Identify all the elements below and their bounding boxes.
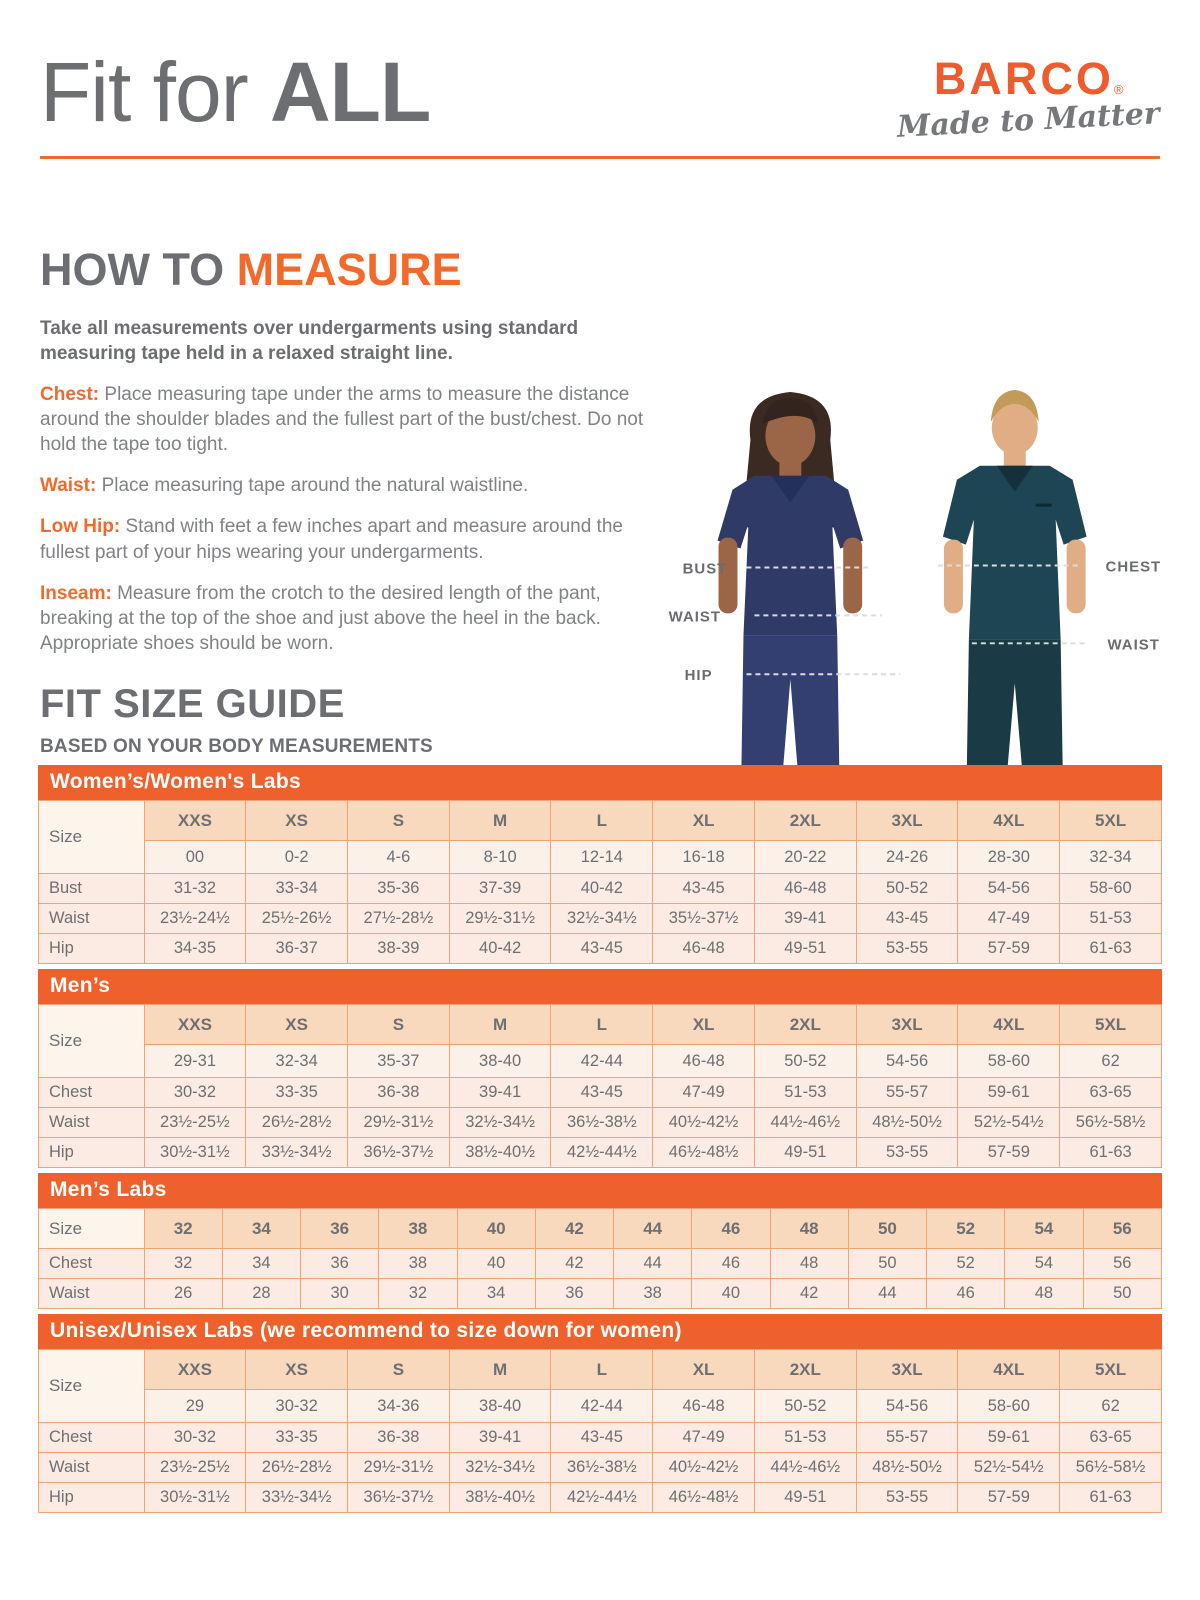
row-label-waist: Waist: [39, 1279, 145, 1309]
size-grid-unisex: [38, 1349, 1162, 1513]
measure-item-inseam-label: Inseam:: [40, 582, 112, 604]
size-corner-label: Size: [39, 1350, 145, 1423]
measurement-cell: 50: [1083, 1279, 1161, 1309]
measurement-cell: 47-49: [958, 904, 1060, 934]
size-number-cell: 8-10: [449, 841, 551, 874]
measurement-cell: 44½-46½: [754, 1453, 856, 1483]
row-label-waist: Waist: [39, 1108, 145, 1138]
barco-logo: [897, 53, 1160, 104]
measurement-cell: 53-55: [856, 1483, 958, 1513]
size-head-cell: 48: [770, 1209, 848, 1249]
measurement-cell: 38: [614, 1279, 692, 1309]
measurement-cell: 32½-34½: [449, 1108, 551, 1138]
table-title-womens: Women’s/Women's Labs: [38, 765, 1162, 800]
measure-item-lowhip-text: Stand with feet a few inches apart and measure around the fullest part of your hips wearing your undergarments.: [40, 516, 623, 563]
size-head-cell: XS: [246, 1350, 348, 1390]
size-number-cell: 38-40: [449, 1390, 551, 1423]
measurement-cell: 61-63: [1060, 934, 1162, 964]
size-head-cell: 5XL: [1060, 801, 1162, 841]
size-number-cell: 28-30: [958, 841, 1060, 874]
measurement-cell: 26: [144, 1279, 222, 1309]
table-title-unisex: Unisex/Unisex Labs (we recommend to size down for women): [38, 1314, 1162, 1349]
size-number-cell: 32-34: [1060, 841, 1162, 874]
measurement-row: [39, 1138, 1162, 1168]
measurement-cell: 59-61: [958, 1078, 1060, 1108]
size-head-cell: 3XL: [856, 1350, 958, 1390]
size-number-row: [39, 1390, 1162, 1423]
measurement-cell: 29½-31½: [348, 1453, 450, 1483]
fit-size-guide-subtitle: BASED ON YOUR BODY MEASUREMENTS: [40, 736, 433, 757]
size-head-cell: XXS: [144, 1005, 246, 1045]
row-label-chest: Chest: [39, 1423, 145, 1453]
size-head-cell: XL: [653, 1005, 755, 1045]
measurement-cell: 29½-31½: [449, 904, 551, 934]
size-head-cell: 2XL: [754, 801, 856, 841]
measurement-row: [39, 1108, 1162, 1138]
size-number-cell: 4-6: [348, 841, 450, 874]
measurement-cell: 53-55: [856, 934, 958, 964]
how-to-measure-section: [40, 244, 648, 656]
models-illustration: [650, 378, 1200, 765]
measurement-cell: 38½-40½: [449, 1138, 551, 1168]
size-number-cell: 46-48: [653, 1045, 755, 1078]
measurement-cell: 30½-31½: [144, 1483, 246, 1513]
heading-orange-part: MEASURE: [236, 244, 462, 295]
measurement-cell: 32½-34½: [449, 1453, 551, 1483]
measurement-cell: 43-45: [551, 1078, 653, 1108]
measurement-cell: 63-65: [1060, 1078, 1162, 1108]
measurement-cell: 43-45: [653, 874, 755, 904]
measurement-cell: 57-59: [958, 934, 1060, 964]
measure-item-chest-text: Place measuring tape under the arms to measure the distance around the shoulder blades and the fullest part of the bust/chest. Do not hold the tape too tight.: [40, 384, 644, 456]
measurement-cell: 34: [457, 1279, 535, 1309]
size-number-cell: 32-34: [246, 1045, 348, 1078]
measurement-cell: 48: [770, 1249, 848, 1279]
size-number-cell: 29-31: [144, 1045, 246, 1078]
measurement-cell: 40-42: [551, 874, 653, 904]
measurement-cell: 27½-28½: [348, 904, 450, 934]
waist-label-right: WAIST: [1107, 636, 1160, 654]
size-number-cell: 54-56: [856, 1390, 958, 1423]
header-divider: [40, 156, 1160, 159]
measurement-cell: 39-41: [449, 1078, 551, 1108]
row-label-hip: Hip: [39, 1138, 145, 1168]
size-number-cell: 50-52: [754, 1045, 856, 1078]
registered-mark: ®: [1113, 82, 1124, 97]
size-head-cell: 42: [535, 1209, 613, 1249]
measurement-cell: 36-38: [348, 1423, 450, 1453]
size-number-cell: 58-60: [958, 1045, 1060, 1078]
size-corner-label: Size: [39, 1209, 145, 1249]
measurement-cell: 50-52: [856, 874, 958, 904]
size-head-cell: 50: [848, 1209, 926, 1249]
measurement-cell: 51-53: [1060, 904, 1162, 934]
size-number-row: [39, 841, 1162, 874]
measurement-cell: 28: [222, 1279, 300, 1309]
measurement-cell: 63-65: [1060, 1423, 1162, 1453]
measurement-cell: 52: [927, 1249, 1005, 1279]
measurement-cell: 55-57: [856, 1078, 958, 1108]
brand-tagline: Made to Matter: [896, 96, 1161, 145]
bust-label: BUST: [682, 560, 728, 578]
measurement-row: [39, 1249, 1162, 1279]
measurement-cell: 32½-34½: [551, 904, 653, 934]
measurement-cell: 40: [692, 1279, 770, 1309]
measure-item-inseam-text: Measure from the crotch to the desired length of the pant, breaking at the top of the shoe and just above the heel in the back. Appropriate shoes should be worn.: [40, 582, 601, 654]
measurement-cell: 29½-31½: [348, 1108, 450, 1138]
size-header-row: [39, 1350, 1162, 1390]
measurement-cell: 48½-50½: [856, 1108, 958, 1138]
measurement-cell: 56: [1083, 1249, 1161, 1279]
size-number-cell: 42-44: [551, 1045, 653, 1078]
measurement-cell: 40-42: [449, 934, 551, 964]
measurement-cell: 51-53: [754, 1423, 856, 1453]
size-table-womens: [38, 765, 1162, 964]
size-number-row: [39, 1045, 1162, 1078]
size-head-cell: S: [348, 1350, 450, 1390]
size-head-cell: XXS: [144, 1350, 246, 1390]
measurement-cell: 39-41: [449, 1423, 551, 1453]
size-head-cell: XS: [246, 801, 348, 841]
measurement-cell: 23½-25½: [144, 1108, 246, 1138]
measure-item-inseam: [40, 581, 648, 656]
fit-size-guide-header: [40, 682, 433, 758]
barco-logo-text: BARCO: [933, 53, 1114, 104]
measure-item-waist: [40, 473, 648, 498]
woman-model: [718, 392, 864, 765]
measurement-row: [39, 1279, 1162, 1309]
measurement-cell: 46-48: [754, 874, 856, 904]
measurement-cell: 42½-44½: [551, 1138, 653, 1168]
measurement-cell: 40½-42½: [653, 1108, 755, 1138]
measurement-cell: 44: [848, 1279, 926, 1309]
brand-block: [896, 53, 1161, 145]
size-head-cell: 34: [222, 1209, 300, 1249]
size-head-cell: 32: [144, 1209, 222, 1249]
size-head-cell: 3XL: [856, 801, 958, 841]
measurement-row: [39, 904, 1162, 934]
size-number-cell: 54-56: [856, 1045, 958, 1078]
size-head-cell: 56: [1083, 1209, 1161, 1249]
measurement-cell: 32: [379, 1279, 457, 1309]
size-header-row: [39, 1209, 1162, 1249]
measurement-cell: 54: [1005, 1249, 1083, 1279]
measurement-cell: 56½-58½: [1060, 1453, 1162, 1483]
measurement-cell: 33-35: [246, 1078, 348, 1108]
measurement-cell: 36½-38½: [551, 1453, 653, 1483]
size-table-mens: [38, 969, 1162, 1168]
measurement-cell: 52½-54½: [958, 1108, 1060, 1138]
size-number-cell: 42-44: [551, 1390, 653, 1423]
measure-item-lowhip-label: Low Hip:: [40, 516, 121, 538]
size-head-cell: L: [551, 1005, 653, 1045]
measurement-cell: 49-51: [754, 1483, 856, 1513]
measurement-cell: 25½-26½: [246, 904, 348, 934]
chest-label: CHEST: [1105, 558, 1162, 576]
measurement-cell: 46: [927, 1279, 1005, 1309]
size-head-cell: 54: [1005, 1209, 1083, 1249]
row-label-chest: Chest: [39, 1078, 145, 1108]
measurement-cell: 30: [301, 1279, 379, 1309]
measurement-cell: 36-38: [348, 1078, 450, 1108]
measurement-cell: 42: [770, 1279, 848, 1309]
size-head-cell: L: [551, 801, 653, 841]
size-head-cell: 2XL: [754, 1350, 856, 1390]
size-table-unisex: [38, 1314, 1162, 1513]
measurement-cell: 40½-42½: [653, 1453, 755, 1483]
size-head-cell: 4XL: [958, 1005, 1060, 1045]
measurement-cell: 30-32: [144, 1423, 246, 1453]
measurement-cell: 36: [535, 1279, 613, 1309]
measurement-cell: 34-35: [144, 934, 246, 964]
measurement-cell: 33-35: [246, 1423, 348, 1453]
size-head-cell: M: [449, 801, 551, 841]
measurement-cell: 53-55: [856, 1138, 958, 1168]
waist-label-left: WAIST: [668, 608, 722, 626]
measurement-cell: 61-63: [1060, 1483, 1162, 1513]
measure-intro: Take all measurements over undergarments using standard measuring tape held in a relaxed straight line.: [40, 318, 579, 365]
size-corner-label: Size: [39, 1005, 145, 1078]
size-number-cell: 38-40: [449, 1045, 551, 1078]
measurement-cell: 33½-34½: [246, 1138, 348, 1168]
size-head-cell: 4XL: [958, 801, 1060, 841]
size-number-cell: 30-32: [246, 1390, 348, 1423]
measurement-cell: 44: [614, 1249, 692, 1279]
measurement-cell: 55-57: [856, 1423, 958, 1453]
measurement-cell: 38: [379, 1249, 457, 1279]
row-label-bust: Bust: [39, 874, 145, 904]
size-head-cell: 4XL: [958, 1350, 1060, 1390]
measurement-row: [39, 874, 1162, 904]
measure-item-waist-text: Place measuring tape around the natural waistline.: [96, 475, 529, 497]
size-corner-label: Size: [39, 801, 145, 874]
measurement-cell: 56½-58½: [1060, 1108, 1162, 1138]
size-head-cell: 40: [457, 1209, 535, 1249]
measurement-cell: 48: [1005, 1279, 1083, 1309]
page-title-light: Fit for: [40, 45, 271, 139]
measurement-row: [39, 1078, 1162, 1108]
measurement-cell: 42: [535, 1249, 613, 1279]
measurement-cell: 52½-54½: [958, 1453, 1060, 1483]
measurement-cell: 48½-50½: [856, 1453, 958, 1483]
size-number-cell: 0-2: [246, 841, 348, 874]
measurement-cell: 23½-25½: [144, 1453, 246, 1483]
measurement-cell: 39-41: [754, 904, 856, 934]
measurement-cell: 47-49: [653, 1078, 755, 1108]
measurement-cell: 32: [144, 1249, 222, 1279]
size-head-cell: 36: [301, 1209, 379, 1249]
measurement-cell: 36½-38½: [551, 1108, 653, 1138]
size-head-cell: L: [551, 1350, 653, 1390]
page-title-heavy: ALL: [270, 45, 431, 139]
measurement-cell: 33½-34½: [246, 1483, 348, 1513]
size-head-cell: S: [348, 801, 450, 841]
measurement-cell: 43-45: [856, 904, 958, 934]
measurement-cell: 38-39: [348, 934, 450, 964]
size-grid-mens: [38, 1004, 1162, 1168]
measure-item-lowhip: [40, 514, 648, 564]
size-head-cell: 46: [692, 1209, 770, 1249]
measurement-cell: 36-37: [246, 934, 348, 964]
measurement-cell: 36: [301, 1249, 379, 1279]
size-head-cell: 38: [379, 1209, 457, 1249]
measurement-cell: 54-56: [958, 874, 1060, 904]
size-header-row: [39, 1005, 1162, 1045]
size-head-cell: XL: [653, 1350, 755, 1390]
measurement-cell: 33-34: [246, 874, 348, 904]
models-photo: [650, 378, 1200, 765]
measurement-cell: 35½-37½: [653, 904, 755, 934]
measurement-cell: 34: [222, 1249, 300, 1279]
measurement-cell: 50: [848, 1249, 926, 1279]
row-label-hip: Hip: [39, 1483, 145, 1513]
size-number-cell: 29: [144, 1390, 246, 1423]
measurement-cell: 57-59: [958, 1138, 1060, 1168]
size-header-row: [39, 801, 1162, 841]
size-grid-mens-labs: [38, 1208, 1162, 1309]
measurement-cell: 46: [692, 1249, 770, 1279]
measurement-cell: 49-51: [754, 934, 856, 964]
size-number-cell: 35-37: [348, 1045, 450, 1078]
size-head-cell: M: [449, 1350, 551, 1390]
size-number-cell: 20-22: [754, 841, 856, 874]
size-number-cell: 34-36: [348, 1390, 450, 1423]
size-number-cell: 58-60: [958, 1390, 1060, 1423]
size-head-cell: S: [348, 1005, 450, 1045]
hip-label: HIP: [684, 667, 713, 685]
table-title-mens-labs: Men’s Labs: [38, 1173, 1162, 1208]
row-label-waist: Waist: [39, 1453, 145, 1483]
measure-item-chest: [40, 382, 648, 457]
measurement-cell: 26½-28½: [246, 1108, 348, 1138]
measurement-cell: 46½-48½: [653, 1483, 755, 1513]
measurement-cell: 59-61: [958, 1423, 1060, 1453]
measurement-cell: 36½-37½: [348, 1483, 450, 1513]
measurement-cell: 61-63: [1060, 1138, 1162, 1168]
size-tables: [38, 765, 1162, 1518]
measurement-cell: 43-45: [551, 1423, 653, 1453]
measurement-cell: 40: [457, 1249, 535, 1279]
man-model: [943, 390, 1087, 765]
size-head-cell: XL: [653, 801, 755, 841]
measure-item-chest-label: Chest:: [40, 384, 100, 406]
measurement-row: [39, 1423, 1162, 1453]
row-label-hip: Hip: [39, 934, 145, 964]
measurement-cell: 44½-46½: [754, 1108, 856, 1138]
measurement-cell: 42½-44½: [551, 1483, 653, 1513]
table-title-mens: Men’s: [38, 969, 1162, 1004]
measurement-cell: 35-36: [348, 874, 450, 904]
size-head-cell: 5XL: [1060, 1005, 1162, 1045]
measurement-cell: 30-32: [144, 1078, 246, 1108]
measurement-cell: 51-53: [754, 1078, 856, 1108]
measurement-cell: 36½-37½: [348, 1138, 450, 1168]
size-head-cell: 2XL: [754, 1005, 856, 1045]
measurement-row: [39, 1453, 1162, 1483]
row-label-waist: Waist: [39, 904, 145, 934]
measurement-cell: 46-48: [653, 934, 755, 964]
measurement-cell: 37-39: [449, 874, 551, 904]
how-to-measure-heading: [40, 244, 648, 296]
measurement-row: [39, 1483, 1162, 1513]
size-number-cell: 46-48: [653, 1390, 755, 1423]
size-number-cell: 62: [1060, 1390, 1162, 1423]
row-label-chest: Chest: [39, 1249, 145, 1279]
measurement-cell: 38½-40½: [449, 1483, 551, 1513]
measure-item-waist-label: Waist:: [40, 475, 97, 497]
measurement-cell: 31-32: [144, 874, 246, 904]
measurement-cell: 46½-48½: [653, 1138, 755, 1168]
size-head-cell: 3XL: [856, 1005, 958, 1045]
page-header: [40, 45, 1161, 148]
measurement-cell: 43-45: [551, 934, 653, 964]
size-head-cell: 44: [614, 1209, 692, 1249]
size-number-cell: 50-52: [754, 1390, 856, 1423]
size-head-cell: XS: [246, 1005, 348, 1045]
size-number-cell: 00: [144, 841, 246, 874]
size-head-cell: 5XL: [1060, 1350, 1162, 1390]
heading-gray-part: HOW TO: [40, 244, 237, 295]
size-head-cell: 52: [927, 1209, 1005, 1249]
size-table-mens-labs: [38, 1173, 1162, 1309]
measurement-cell: 49-51: [754, 1138, 856, 1168]
measurement-cell: 23½-24½: [144, 904, 246, 934]
size-head-cell: M: [449, 1005, 551, 1045]
size-number-cell: 24-26: [856, 841, 958, 874]
measurement-cell: 47-49: [653, 1423, 755, 1453]
size-grid-womens: [38, 800, 1162, 964]
fit-size-guide-title: FIT SIZE GUIDE: [40, 682, 345, 726]
size-number-cell: 62: [1060, 1045, 1162, 1078]
measurement-cell: 30½-31½: [144, 1138, 246, 1168]
size-number-cell: 16-18: [653, 841, 755, 874]
measurement-row: [39, 934, 1162, 964]
measurement-cell: 57-59: [958, 1483, 1060, 1513]
measurement-cell: 58-60: [1060, 874, 1162, 904]
size-head-cell: XXS: [144, 801, 246, 841]
size-number-cell: 12-14: [551, 841, 653, 874]
measurement-cell: 26½-28½: [246, 1453, 348, 1483]
